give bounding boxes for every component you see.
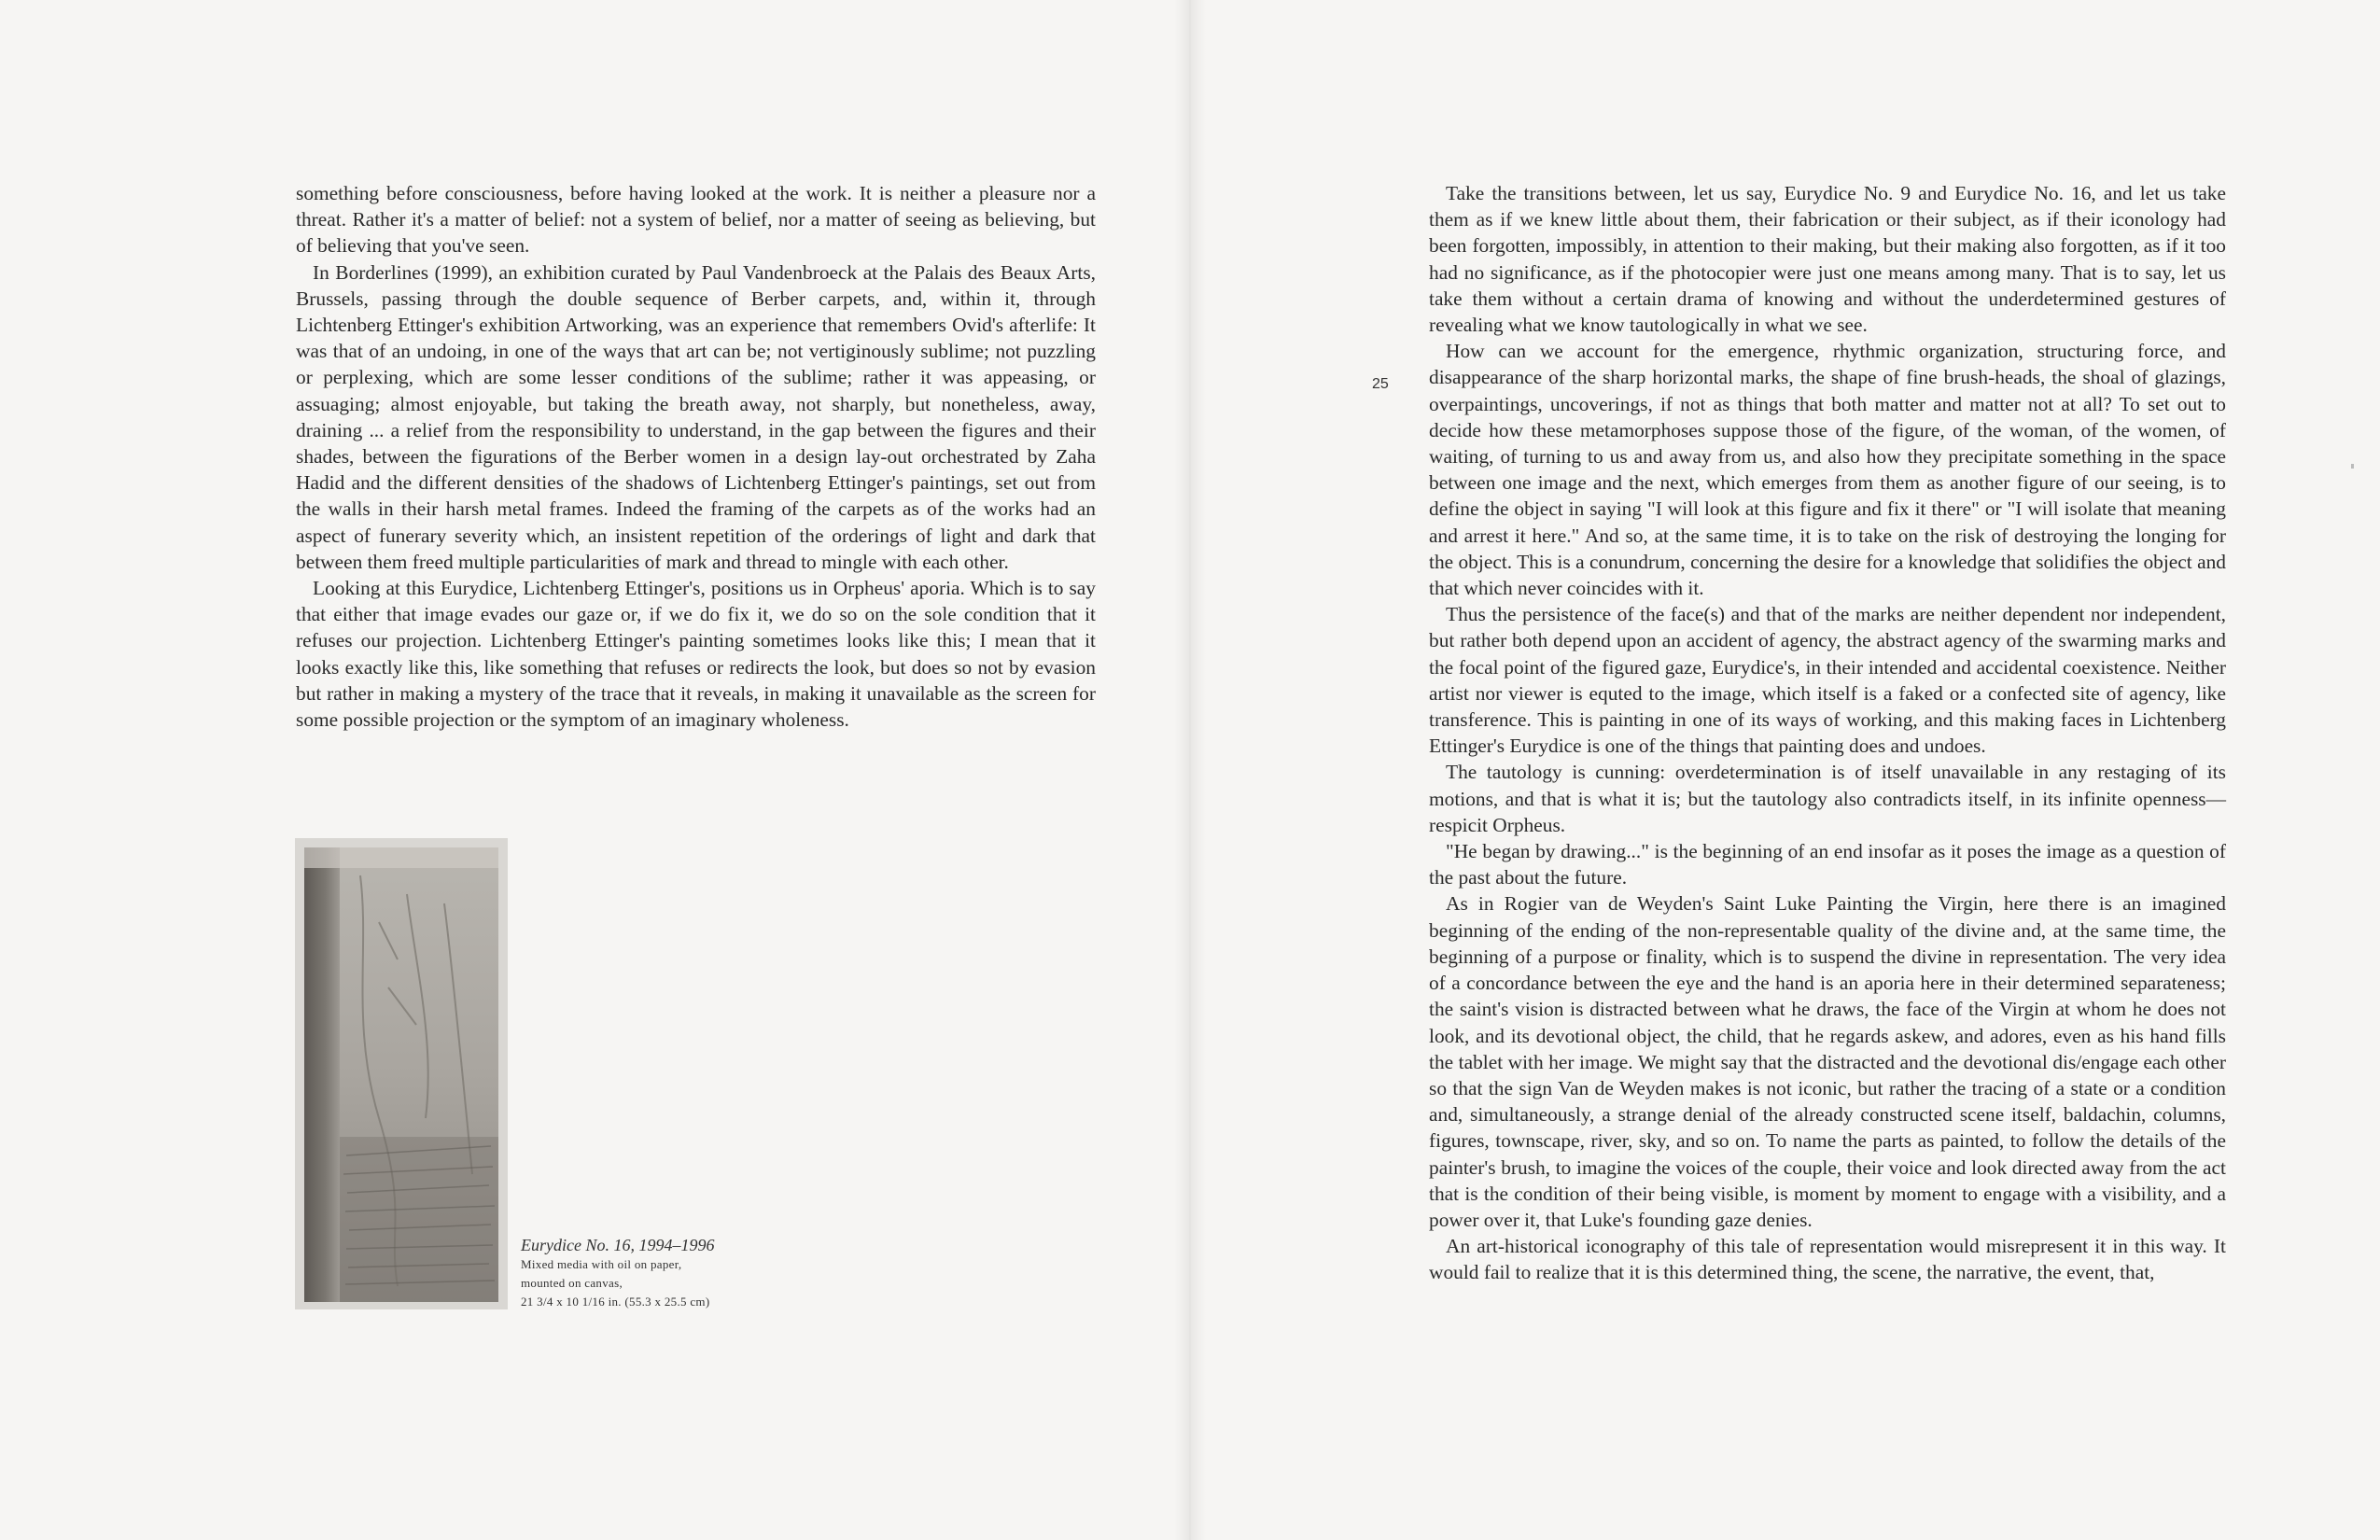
paragraph: Take the transitions between, let us say, Eurydice No. 9 and Eurydice No. 16, and let us take them as if we knew little about them, their fabrication or their subject, as if their iconology had been forgotten, impossibly, in attention to their making, but their making also forgotten, as if it too had no significance, as if the photocopier were just one means among many. That is to say, let us take them without a certain drama of knowing and without the underdetermined gestures of revealing what we know tautologically in what we see. bbox=[1429, 182, 2226, 337]
left-page-text bbox=[296, 180, 1096, 733]
book-gutter bbox=[1174, 0, 1206, 1540]
caption-title: Eurydice No. 16, 1994–1996 bbox=[521, 1236, 715, 1254]
caption-dimensions: 21 3/4 x 10 1/16 in. (55.3 x 25.5 cm) bbox=[521, 1295, 710, 1309]
paragraph: An art-historical iconography of this tale of representation would misrepresent it in this way. It would fail to realize that it is this determined thing, the scene, the narrative, the event, that, bbox=[1429, 1235, 2226, 1284]
paragraph: In Borderlines (1999), an exhibition curated by Paul Vandenbroeck at the Palais des Beaux Arts, Brussels, passing through the double sequence of Berber carpets, and, within it, through Lichtenberg Ettinger's exhibition Artworking, was an experience that remembers Ovid's afterlife: It was that of an undoing, in one of the ways that art can be; not vertiginously sublime; not puzzling or perplexing, which are some lesser conditions of the sublime; rather it was appeasing, or assuaging; almost enjoyable, but taking the breath away, not sharply, but nonetheless, away, draining ... a relief from the responsibility to understand, in the gap between the figures and their shades, between the figurations of the Berber women in a design lay-out orchestrated by Zaha Hadid and the different densities of the shadows of Lichtenberg Ettinger's paintings, set out from the walls in their harsh metal frames. Indeed the framing of the carpets as of the works had an aspect of funerary severity which, an insistent repetition of the orderings of light and dark that between them freed multiple particularities of mark and thread to mingle with each other. bbox=[296, 260, 1096, 573]
paragraph: As in Rogier van de Weyden's Saint Luke Painting the Virgin, here there is an imagined beginning of the ending of the non-representable quality of the divine and, at the same time, the beginning of a purpose or finality, which is to suspend the divine in representation. The very idea of a concordance between the eye and the hand is an aporia here in their determined separateness; the saint's vision is distracted between what he draws, the face of the Virgin at whom he does not look, and its devotional object, the child, that he regards askew, and adores, even as his hand fills the tablet with her image. We might say that the distracted and the devotional dis/engage each other so that the sign Van de Weyden makes is not iconic, but rather the tracing of a state or a condition and, simultaneously, a strange denial of the already constructed scene itself, baldachin, columns, figures, townscape, river, sky, and so on. To name the parts as painted, to follow the details of the painter's brush, to imagine the voices of the couple, their voice and look directed away from the act that is the condition of their being visible, is moment by moment to engage with a visibility, and a power over it, that Luke's founding gaze denies. bbox=[1429, 892, 2226, 1231]
paragraph: How can we account for the emergence, rhythmic organization, structuring force, and disappearance of the sharp horizontal marks, the shape of fine brush-heads, the shoal of glazings, overpaintings, uncoverings, if not as things that both matter and matter not at all? To set out to decide how these metamorphoses suppose those of the figure, of the woman, of the women, of waiting, of turning to us and away from us, and also how they precipitate something in the space between one image and the next, which emerges from them as another figure of our seeing, is to define the object in saying "I will look at this figure and fix it there" or "I will isolate that meaning and arrest it here." And so, at the same time, it is to take on the risk of destroying the longing for the object. This is a conundrum, concerning the desire for a knowledge that solidifies the object and that which never coincides with it. bbox=[1429, 340, 2226, 600]
right-page-text bbox=[1429, 180, 2226, 1286]
paragraph: Thus the persistence of the face(s) and that of the marks are neither dependent nor independent, but rather both depend upon an accident of agency, the abstract agency of the swarming marks and the focal point of the figured gaze, Eurydice's, in their intended and accidental coexistence. Neither artist nor viewer is equted to the image, which itself is a faked or a confected site of agency, like transference. This is painting in one of its ways of working, and this making faces in Lichtenberg Ettinger's Eurydice is one of the things that painting does and undoes. bbox=[1429, 603, 2226, 758]
artwork-image bbox=[295, 838, 508, 1309]
caption-medium: mounted on canvas, bbox=[521, 1276, 623, 1290]
paragraph: "He began by drawing..." is the beginning of an end insofar as it poses the image as a question of the past about the future. bbox=[1429, 840, 2226, 889]
paragraph: something before consciousness, before having looked at the work. It is neither a pleasure nor a threat. Rather it's a matter of belief: not a system of belief, nor a matter of seeing as believing, but of believing that you've seen. bbox=[296, 182, 1096, 258]
page-mark bbox=[2351, 464, 2354, 469]
caption-medium: Mixed media with oil on paper, bbox=[521, 1257, 682, 1271]
figure-caption bbox=[521, 1235, 801, 1311]
page-number: 25 bbox=[1372, 376, 1389, 392]
paragraph: Looking at this Eurydice, Lichtenberg Ettinger's, positions us in Orpheus' aporia. Which is to say that either that image evades our gaze or, if we do fix it, we do so on the sole condition that it refuses our projection. Lichtenberg Ettinger's painting sometimes looks like this; I mean that it looks exactly like this, like something that refuses or redirects the look, but does so not by evasion but rather in making a mystery of the trace that it reveals, in making it unavailable as the screen for some possible projection or the symptom of an imaginary wholeness. bbox=[296, 577, 1096, 732]
paragraph: The tautology is cunning: overdetermination is of itself unavailable in any restaging of its motions, and that is what it is; but the tautology also contradicts itself, in its infinite openness—respicit Orpheus. bbox=[1429, 761, 2226, 836]
artwork-painting bbox=[295, 838, 508, 1309]
